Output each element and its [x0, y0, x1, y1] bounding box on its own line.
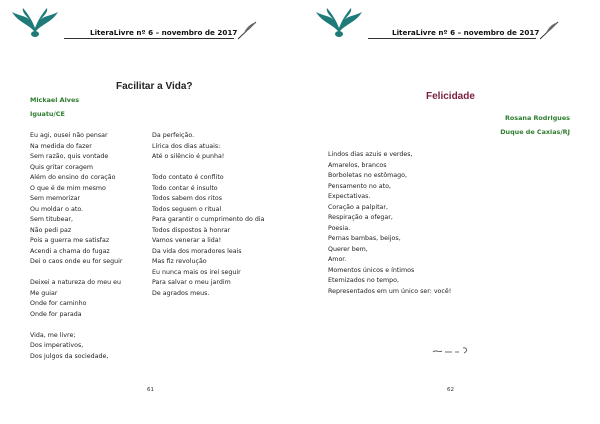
poem-line: Da vida dos moradores leais [152, 247, 242, 255]
header-text: LiteraLivre nº 6 – novembro de 2017 [90, 28, 238, 37]
poem-line: Até o silêncio é punha! [152, 153, 225, 160]
decorative-signature [432, 345, 472, 355]
page-number: 61 [147, 387, 154, 393]
poem-line: Pensamento no ato, [328, 182, 391, 190]
header-rule [64, 38, 234, 39]
poem-line: Deixei a natureza do meu eu [30, 279, 122, 286]
poem-line: Dos imperativos, [30, 342, 84, 349]
poem-line: Sem memorizar [30, 195, 81, 202]
winged-logo-icon [10, 8, 60, 40]
poem-line: Borboletas no estômago, [328, 172, 408, 179]
poem-line: Todos seguem o ritual [152, 205, 222, 213]
poem-line: Para garantir o cumprimento do dia [152, 216, 265, 223]
poem-line: Da perfeição. [152, 132, 195, 139]
poem-line: Quis gritar coragem [30, 163, 93, 171]
poem-line: Expectativas. [328, 193, 371, 200]
poem-line: Amor. [328, 256, 347, 263]
poem-column-1 [30, 131, 123, 362]
poem-line: Coração a palpitar, [328, 203, 389, 211]
poem-line: Amarelos, brancos [328, 161, 387, 169]
poem-line [152, 163, 264, 174]
author-place: Duque de Caxias/RJ [500, 128, 570, 136]
poem-line: Todos dispostos à honrar [152, 226, 231, 234]
poem-line: Respiração a ofegar, [328, 214, 393, 221]
poem-line: Acendi a chama do fugaz [30, 247, 110, 255]
poem-line: O que é de mim mesmo [30, 184, 106, 192]
right-page [300, 0, 600, 424]
author-name: Mickael Alves [30, 96, 80, 104]
poem-line: Vamos venerar a lida! [152, 237, 222, 244]
poem-line: Lírica dos dias atuais: [152, 142, 221, 150]
winged-logo-icon [314, 8, 364, 40]
poem-line: Dei o caos onde eu for seguir [30, 258, 123, 265]
poem-line: Dos julgos da sociedade, [30, 352, 109, 360]
poem-line: Todos sabem dos ritos [152, 195, 222, 202]
poem-line: Vida, me livre; [30, 331, 76, 339]
poem-line: Me guiar [30, 289, 58, 297]
poem-line: Todo contar é insulto [152, 184, 218, 192]
poem-line: Além do ensino do coração [30, 174, 116, 181]
poem-line: Querer bem, [328, 245, 368, 253]
poem-title: Felicidade [426, 91, 475, 102]
poem-line: Lindos dias azuis e verdes, [328, 151, 413, 158]
poem-line: Sem razão, quis vontade [30, 153, 109, 160]
poem-line: Eu agi, ousei não pensar [30, 132, 108, 139]
header-rule [368, 38, 536, 39]
poem-line: Todo contato é conflito [152, 174, 224, 181]
poem-body [328, 150, 451, 297]
poem-line: Pois a guerra me satisfaz [30, 237, 110, 244]
poem-line: Para salvar o meu jardim [152, 279, 231, 286]
poem-line: Poesia. [328, 224, 351, 232]
quill-icon [538, 20, 560, 40]
author-name: Rosana Rodrigues [504, 114, 570, 122]
poem-line: Sem titubear, [30, 216, 74, 223]
quill-icon [236, 20, 258, 40]
poem-line: De agrados meus. [152, 289, 210, 297]
poem-line [30, 268, 123, 279]
header-text: LiteraLivre nº 6 – novembro de 2017 [392, 28, 540, 37]
poem-line: Momentos únicos e íntimos [328, 266, 415, 274]
poem-line: Pernas bambas, beijos, [328, 235, 401, 242]
poem-line [30, 320, 123, 331]
poem-column-2 [152, 131, 264, 299]
poem-line: Na medida do fazer [30, 142, 92, 150]
poem-title: Facilitar a Vida? [116, 81, 193, 92]
poem-line: Ou moldar o ato. [30, 205, 84, 213]
author-place: Iguatu/CE [30, 110, 65, 118]
poem-line: Eternizados no tempo, [328, 277, 400, 284]
poem-line: Mas fiz revolução [152, 258, 207, 265]
poem-line: Representados em um único ser: você! [328, 287, 452, 295]
poem-line: Não pedi paz [30, 226, 72, 234]
page-number: 62 [447, 387, 454, 393]
poem-line: Onde for caminho [30, 300, 87, 307]
poem-line: Onde for parada [30, 310, 82, 318]
poem-line: Eu nunca mais os irei seguir [152, 268, 241, 276]
